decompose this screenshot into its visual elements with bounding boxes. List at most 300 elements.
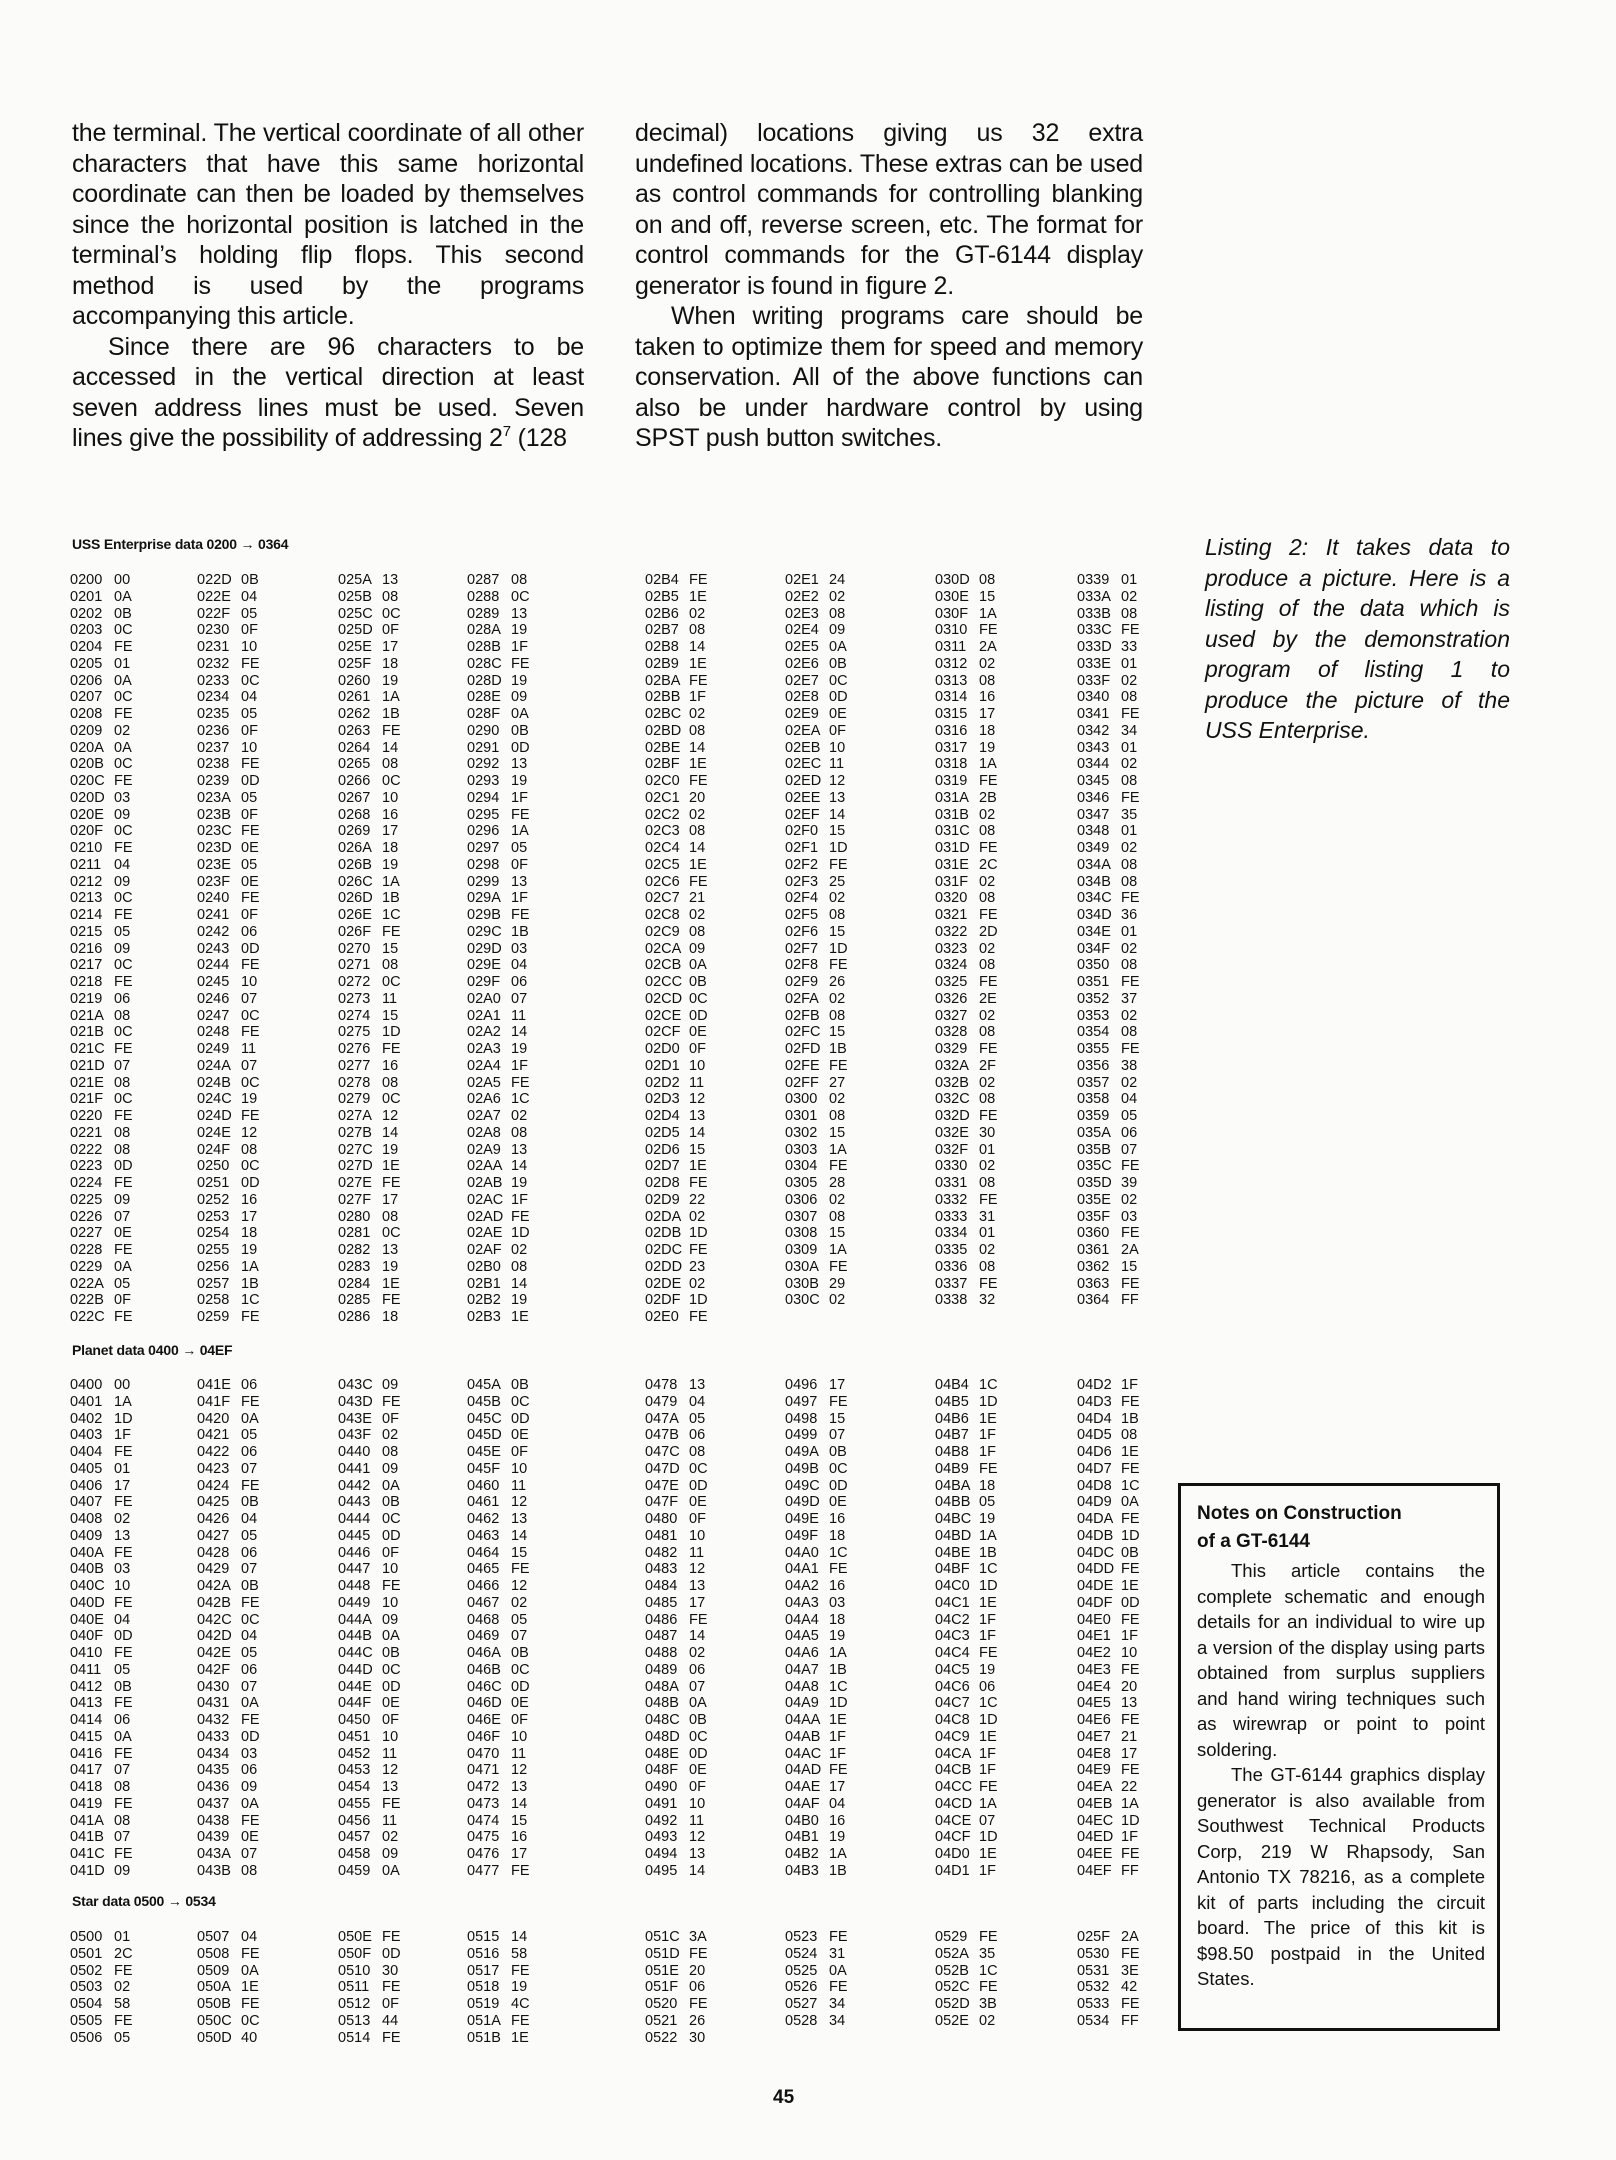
- table-row: [645, 740, 708, 757]
- hex-value: 1C: [1121, 1477, 1140, 1494]
- hex-value: FE: [829, 1057, 848, 1074]
- hex-value: 0C: [241, 1007, 260, 1024]
- table-row: [197, 1091, 260, 1108]
- hex-address: 0223: [70, 1158, 103, 1175]
- hex-value: FE: [114, 1795, 133, 1812]
- hex-address: 0240: [197, 890, 230, 907]
- hex-value: 08: [689, 923, 706, 940]
- hex-address: 033C: [1077, 622, 1112, 639]
- hex-address: 044E: [338, 1678, 372, 1695]
- hex-address: 0228: [70, 1242, 103, 1258]
- hex-value: 19: [979, 1511, 996, 1527]
- hex-address: 04CD: [935, 1795, 973, 1812]
- table-row: [645, 1929, 708, 1946]
- hex-value: 02: [1121, 672, 1138, 689]
- hex-value: 19: [382, 1258, 399, 1275]
- hex-value: 1F: [979, 1628, 996, 1645]
- table-row: [197, 1813, 260, 1830]
- hex-value: FE: [114, 773, 133, 789]
- hex-address: 02F0: [785, 823, 819, 840]
- hex-address: 0490: [645, 1779, 678, 1795]
- hex-value: 1F: [114, 1427, 131, 1444]
- table-row: [70, 1427, 133, 1444]
- table-row: [645, 1494, 708, 1511]
- hex-address: 0208: [70, 706, 103, 722]
- table-row: [338, 1729, 401, 1746]
- hex-address: 02A0: [467, 990, 501, 1007]
- table-row: [197, 1645, 260, 1662]
- hex-value: 03: [114, 1561, 131, 1578]
- hex-address: 049A: [785, 1444, 819, 1460]
- table-row: [338, 572, 401, 589]
- superscript: 7: [502, 423, 511, 440]
- table-row: [785, 1444, 848, 1461]
- hex-address: 0459: [338, 1862, 371, 1879]
- table-row: [338, 1545, 401, 1562]
- hex-address: 02B0: [467, 1258, 501, 1275]
- hex-value: 0E: [241, 873, 259, 890]
- hex-address: 044D: [338, 1661, 373, 1678]
- hex-value: FE: [1121, 1041, 1140, 1057]
- hex-address: 0249: [197, 1041, 230, 1057]
- notes-title: [1197, 1500, 1485, 1556]
- hex-address: 0493: [645, 1829, 678, 1846]
- table-row: [467, 1561, 530, 1578]
- hex-value: FE: [241, 1812, 260, 1829]
- hex-address: 028A: [467, 622, 501, 639]
- hex-value: FE: [829, 1762, 848, 1779]
- hex-value: FE: [114, 1745, 133, 1762]
- hex-value: 1A: [382, 689, 400, 706]
- hex-value: 05: [979, 1494, 996, 1511]
- hex-value: FE: [241, 1108, 260, 1124]
- hex-address: 034C: [1077, 890, 1112, 907]
- hex-value: 28: [829, 1175, 846, 1191]
- hex-address: 02AF: [467, 1242, 502, 1258]
- hex-address: 02EA: [785, 722, 821, 739]
- hex-address: 025F: [338, 655, 372, 672]
- hex-address: 0509: [197, 1962, 230, 1979]
- table-row: [645, 1863, 708, 1880]
- hex-address: 0323: [935, 940, 968, 957]
- table-row: [197, 1478, 260, 1495]
- table-row: [785, 1259, 848, 1276]
- table-row: [935, 1411, 998, 1428]
- hex-address: 044F: [338, 1695, 372, 1712]
- table-row: [645, 1008, 708, 1025]
- table-row: [785, 706, 848, 723]
- hex-value: FE: [1121, 1561, 1140, 1578]
- table-row: [1077, 924, 1140, 941]
- table-row: [935, 1175, 998, 1192]
- hex-value: 19: [241, 1242, 258, 1258]
- hex-value: FE: [114, 907, 133, 923]
- hex-value: FE: [979, 907, 998, 923]
- hex-value: 17: [382, 823, 399, 840]
- hex-value: FE: [382, 1292, 401, 1309]
- table-row: [1077, 1662, 1140, 1679]
- table-row: [645, 606, 708, 623]
- table-row: [935, 1863, 998, 1880]
- table-row: [1077, 1461, 1140, 1478]
- table-row: [467, 1292, 530, 1309]
- table-row: [785, 589, 848, 606]
- hex-value: FE: [241, 823, 260, 840]
- hex-value: 12: [689, 1091, 706, 1108]
- table-row: [785, 941, 848, 958]
- hex-address: 0339: [1077, 572, 1110, 588]
- paragraph-text: Since there are 96 characters to be accessed in the vertical direction at least seven address lines must be used. Seven lines give the possibility of addressing 2: [72, 332, 584, 452]
- table-row: [467, 622, 530, 639]
- hex-value: 1D: [114, 1410, 133, 1427]
- table-row: [645, 1158, 708, 1175]
- hex-address: 0337: [935, 1275, 968, 1292]
- hex-value: 1C: [511, 1091, 530, 1108]
- hex-value: 0D: [689, 1477, 708, 1494]
- hex-address: 042A: [197, 1578, 231, 1594]
- table-row: [1077, 1679, 1140, 1696]
- hex-address: 0283: [338, 1258, 371, 1275]
- hex-value: 0E: [511, 1427, 529, 1444]
- table-row: [785, 1813, 848, 1830]
- hex-address: 030D: [935, 572, 970, 588]
- hex-address: 0455: [338, 1795, 371, 1812]
- hex-value: 10: [114, 1578, 131, 1594]
- table-row: [785, 1394, 848, 1411]
- hex-value: 19: [511, 672, 528, 689]
- hex-address: 0239: [197, 773, 230, 789]
- hex-value: FE: [829, 1979, 848, 1996]
- hex-address: 047E: [645, 1477, 679, 1494]
- hex-value: 19: [511, 1041, 528, 1057]
- hex-value: 34: [829, 2012, 846, 2029]
- hex-value: FE: [114, 1242, 133, 1258]
- hex-address: 0424: [197, 1477, 230, 1494]
- table-row: [1077, 1595, 1140, 1612]
- hex-address: 04DD: [1077, 1561, 1115, 1578]
- table-row: [197, 941, 260, 958]
- hex-address: 0271: [338, 957, 371, 974]
- hex-value: 0A: [382, 1862, 400, 1879]
- table-row: [197, 1946, 260, 1963]
- hex-address: 04D8: [1077, 1477, 1112, 1494]
- hex-value: 15: [829, 1410, 846, 1427]
- hex-value: 1E: [1121, 1444, 1139, 1460]
- table-row: [645, 1662, 708, 1679]
- table-row: [338, 1411, 401, 1428]
- hex-address: 02CF: [645, 1024, 681, 1041]
- table-row: [338, 1444, 401, 1461]
- hex-value: 1D: [689, 1292, 708, 1309]
- hex-value: 0F: [382, 1544, 399, 1561]
- table-row: [70, 1377, 133, 1394]
- hex-address: 02CC: [645, 974, 683, 990]
- hex-address: 0450: [338, 1712, 371, 1728]
- hex-address: 032B: [935, 1074, 969, 1091]
- hex-address: 0420: [197, 1410, 230, 1427]
- hex-value: 09: [511, 689, 528, 706]
- hex-value: 0C: [689, 1460, 708, 1477]
- hex-value: 34: [829, 1996, 846, 2012]
- hex-address: 0225: [70, 1191, 103, 1208]
- hex-value: 0C: [829, 672, 848, 689]
- table-row: [645, 1813, 708, 1830]
- hex-address: 027E: [338, 1175, 372, 1191]
- hex-address: 0304: [785, 1158, 818, 1175]
- table-row: [197, 1829, 260, 1846]
- hex-address: 02E1: [785, 572, 819, 588]
- hex-address: 04B0: [785, 1812, 819, 1829]
- hex-address: 0486: [645, 1611, 678, 1628]
- hex-address: 0355: [1077, 1041, 1110, 1057]
- hex-value: 09: [241, 1779, 258, 1795]
- hex-value: 12: [241, 1124, 258, 1141]
- table-row: [338, 1091, 401, 1108]
- table-row: [197, 689, 260, 706]
- hex-address: 0248: [197, 1024, 230, 1041]
- table-row: [645, 1645, 708, 1662]
- hex-value: 08: [979, 1258, 996, 1275]
- hex-address: 0234: [197, 689, 230, 706]
- hex-address: 02C0: [645, 773, 680, 789]
- table-row: [197, 1008, 260, 1025]
- hex-value: 0F: [511, 1444, 528, 1460]
- hex-value: 1F: [979, 1745, 996, 1762]
- hex-value: 0F: [689, 1779, 706, 1795]
- table-row: [645, 790, 708, 807]
- hex-address: 0452: [338, 1745, 371, 1762]
- hex-value: 1B: [829, 1862, 847, 1879]
- hex-value: 36: [1121, 907, 1138, 923]
- hex-value: FE: [114, 1645, 133, 1661]
- hex-value: FE: [382, 1795, 401, 1812]
- hex-address: 0238: [197, 756, 230, 773]
- hex-value: FE: [114, 706, 133, 722]
- hex-address: 02C5: [645, 856, 680, 873]
- hex-address: 0229: [70, 1258, 103, 1275]
- table-row: [197, 1259, 260, 1276]
- hex-address: 031B: [935, 806, 969, 823]
- table-row: [935, 639, 998, 656]
- hex-address: 024E: [197, 1124, 231, 1141]
- table-row: [935, 840, 998, 857]
- table-row: [338, 1712, 401, 1729]
- hex-value: FE: [689, 873, 708, 890]
- hex-address: 04A6: [785, 1645, 819, 1661]
- hex-value: 1C: [979, 1561, 998, 1578]
- hex-address: 047D: [645, 1460, 680, 1477]
- table-row: [197, 572, 260, 589]
- hex-address: 02F4: [785, 890, 819, 907]
- table-row: [935, 1008, 998, 1025]
- hex-address: 02A2: [467, 1024, 501, 1041]
- hex-value: 1B: [511, 923, 529, 940]
- hex-value: 06: [511, 974, 528, 990]
- table-row: [1077, 740, 1140, 757]
- table-row: [338, 1979, 401, 1996]
- hex-address: 0436: [197, 1779, 230, 1795]
- table-row: [1077, 2013, 1140, 2030]
- hex-value: 08: [241, 1141, 258, 1158]
- table-row: [338, 1645, 401, 1662]
- hex-value: 08: [979, 890, 996, 907]
- hex-value: FE: [241, 756, 260, 773]
- table-row: [467, 1645, 530, 1662]
- hex-value: 08: [689, 1444, 706, 1460]
- hex-address: 04A4: [785, 1611, 819, 1628]
- hex-value: 09: [114, 1191, 131, 1208]
- hex-value: 20: [1121, 1678, 1138, 1695]
- hex-value: 02: [1121, 756, 1138, 773]
- table-row: [1077, 1545, 1140, 1562]
- table-row: [785, 1142, 848, 1159]
- table-row: [70, 1545, 133, 1562]
- hex-address: 0281: [338, 1225, 371, 1242]
- hex-address: 02AC: [467, 1191, 504, 1208]
- hex-value: 08: [1121, 856, 1138, 873]
- table-row: [467, 1041, 530, 1058]
- hex-value: 0C: [689, 1728, 708, 1745]
- table-row: [935, 723, 998, 740]
- hex-value: 20: [689, 789, 706, 806]
- hex-address: 0301: [785, 1108, 818, 1124]
- hex-value: FE: [241, 1477, 260, 1494]
- hex-address: 0294: [467, 789, 500, 806]
- table-row: [935, 1142, 998, 1159]
- table-row: [338, 1528, 401, 1545]
- table-row: [70, 890, 133, 907]
- table-row: [785, 1125, 848, 1142]
- hex-address: 0332: [935, 1191, 968, 1208]
- hex-address: 023D: [197, 840, 232, 856]
- hex-address: 031A: [935, 789, 969, 806]
- hex-address: 0513: [338, 2012, 371, 2029]
- hex-address: 050C: [197, 2012, 232, 2029]
- hex-value: 2A: [1121, 1929, 1139, 1945]
- table-row: [467, 907, 530, 924]
- table-row: [1077, 572, 1140, 589]
- hex-address: 0214: [70, 907, 103, 923]
- hex-value: 15: [829, 1225, 846, 1242]
- table-row: [467, 1377, 530, 1394]
- table-row: [70, 1829, 133, 1846]
- hex-address: 02B1: [467, 1275, 501, 1292]
- table-row: [467, 974, 530, 991]
- hex-address: 0336: [935, 1258, 968, 1275]
- hex-address: 02B8: [645, 639, 679, 655]
- table-row: [338, 1225, 401, 1242]
- hex-value: 03: [511, 940, 528, 957]
- table-row: [70, 1511, 133, 1528]
- hex-address: 0311: [935, 639, 967, 655]
- hex-address: 0415: [70, 1728, 103, 1745]
- hex-address: 02F3: [785, 873, 819, 890]
- table-row: [785, 907, 848, 924]
- hex-address: 0482: [645, 1544, 678, 1561]
- table-row: [1077, 1796, 1140, 1813]
- hex-address: 04D4: [1077, 1410, 1112, 1427]
- table-row: [197, 1963, 260, 1980]
- table-row: [197, 857, 260, 874]
- table-row: [1077, 1427, 1140, 1444]
- table-row: [935, 656, 998, 673]
- hex-value: 08: [1121, 1427, 1138, 1444]
- hex-value: 01: [114, 655, 131, 672]
- hex-value: 0A: [689, 957, 707, 974]
- hex-value: 10: [241, 739, 258, 756]
- hex-value: 07: [1121, 1141, 1138, 1158]
- hex-address: 02B6: [645, 605, 679, 622]
- hex-address: 025A: [338, 572, 372, 588]
- table-row: [338, 1427, 401, 1444]
- hex-address: 04DA: [1077, 1511, 1114, 1527]
- hex-value: 0D: [114, 1158, 133, 1175]
- table-row: [645, 1595, 708, 1612]
- hex-value: FE: [689, 1175, 708, 1191]
- hex-value: FE: [114, 1444, 133, 1460]
- table-row: [197, 957, 260, 974]
- hex-value: 0C: [114, 823, 133, 840]
- table-row: [70, 1024, 133, 1041]
- table-row: [935, 1041, 998, 1058]
- hex-value: 0D: [511, 739, 530, 756]
- table-row: [467, 2030, 530, 2047]
- hex-value: 07: [114, 1829, 131, 1846]
- table-row: [1077, 622, 1140, 639]
- table-row: [338, 790, 401, 807]
- table-row: [935, 1712, 998, 1729]
- hex-value: 07: [511, 1628, 528, 1645]
- hex-value: 1F: [979, 1611, 996, 1628]
- hex-value: 07: [114, 1762, 131, 1779]
- hex-address: 028B: [467, 639, 501, 655]
- table-row: [1077, 1511, 1140, 1528]
- hex-address: 041C: [70, 1846, 105, 1862]
- hex-address: 0441: [338, 1460, 371, 1477]
- hex-address: 0483: [645, 1561, 678, 1578]
- table-row: [70, 572, 133, 589]
- hex-value: 10: [689, 1795, 706, 1812]
- hex-value: 02: [689, 1208, 706, 1225]
- hex-address: 02E7: [785, 672, 819, 689]
- hex-address: 043E: [338, 1410, 372, 1427]
- table-row: [645, 1612, 708, 1629]
- table-row: [467, 2013, 530, 2030]
- hex-address: 02A8: [467, 1124, 501, 1141]
- hex-address: 0213: [70, 890, 103, 907]
- hex-address: 027F: [338, 1191, 372, 1208]
- table-row: [467, 572, 530, 589]
- table-row: [785, 1695, 848, 1712]
- hex-value: 07: [241, 1460, 258, 1477]
- hex-value: 0E: [689, 1024, 707, 1041]
- table-row: [467, 1108, 530, 1125]
- hex-address: 04C1: [935, 1594, 970, 1611]
- hex-address: 0274: [338, 1007, 371, 1024]
- hex-address: 051E: [645, 1962, 679, 1979]
- table-row: [1077, 1394, 1140, 1411]
- hex-address: 0356: [1077, 1057, 1110, 1074]
- hex-address: 030F: [935, 605, 969, 622]
- table-row: [197, 773, 260, 790]
- hex-address: 026C: [338, 873, 373, 890]
- table-row: [785, 957, 848, 974]
- hex-value: FE: [511, 1862, 530, 1879]
- table-row: [197, 639, 260, 656]
- hex-address: 0295: [467, 806, 500, 823]
- table-row: [467, 1444, 530, 1461]
- hex-value: 3E: [1121, 1962, 1139, 1979]
